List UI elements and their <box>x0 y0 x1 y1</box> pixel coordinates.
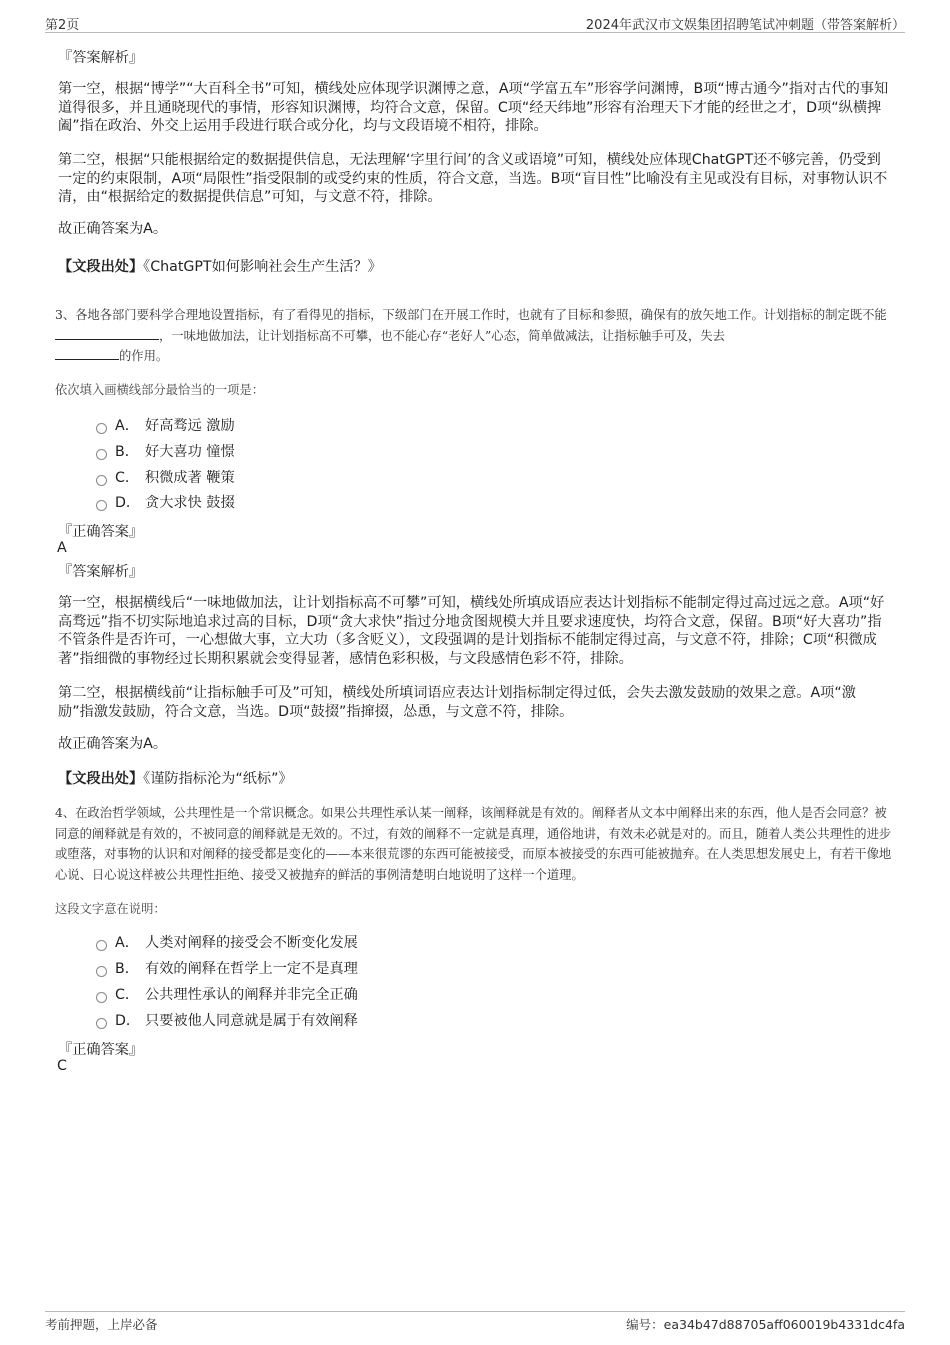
q3-blank-1 <box>55 327 159 340</box>
option-text: 公共理性承认的阐释并非完全正确 <box>145 987 358 1003</box>
q3-analysis-p1: 第一空，根据横线后“一味地做加法，让计划指标高不可攀”可知，横线处所填成语应表达计划指标不能制定得过高过远之意。A项“好高骛远”指不切实际地追求过高的目标，D项“贪大求快”指过分地贪图规模大并且要求速度快，均符合文意，保留。B项“好大喜功”指不管条件是否许可，一心想做大事，立大功（多含贬义），文段强调的是计划指标不能制定得过高，与文意不符，排除；C项“积微成著”指细微的事物经过长期积累就会变得显著，感情色彩积极，与文段感情色彩不符，排除。 <box>58 595 885 667</box>
q4-option-a[interactable] <box>96 932 358 952</box>
q3-answer-label: 『正确答案』 <box>58 524 144 540</box>
q2-analysis-label: 『答案解析』 <box>58 50 144 66</box>
radio-icon[interactable] <box>96 966 107 977</box>
q4-prompt: 这段文字意在说明： <box>55 902 166 916</box>
q4-option-b[interactable] <box>96 958 358 978</box>
q3-stem-part-b: ，一味地做加法，让计划指标高不可攀，也不能心存“老好人”心态，简单做减法，让指标触手可及，失去 <box>159 328 725 343</box>
option-text: 人类对阐释的接受会不断变化发展 <box>145 935 358 951</box>
q3-option-d[interactable] <box>96 492 235 512</box>
q3-stem-part-c: 的作用。 <box>119 349 169 363</box>
document-id: 编号：ea34b47d88705aff060019b4331dc4fa <box>626 1317 905 1332</box>
q3-answer: A <box>57 540 67 556</box>
document-title: 2024年武汉市文娱集团招聘笔试冲刺题（带答案解析） <box>585 18 905 33</box>
q3-source-title: 《谨防指标沦为“纸标”》 <box>143 771 293 787</box>
radio-icon[interactable] <box>96 423 107 434</box>
q3-option-b[interactable] <box>96 441 235 461</box>
q3-option-c[interactable] <box>96 467 235 487</box>
q2-source <box>58 256 382 276</box>
q3-analysis-p2: 第二空，根据横线前“让指标触手可及”可知，横线处所填词语应表达计划指标制定得过低，会失去激发鼓励的效果之意。A项“激励”指激发鼓励，符合文意，当选。D项“鼓掇”指撺掇，怂恿，与文意不符，排除。 <box>58 685 856 720</box>
option-letter: D． <box>115 1013 141 1029</box>
page-footer <box>45 1311 905 1332</box>
option-text: 好高骛远 激励 <box>145 418 235 434</box>
q3-source-label: 【文段出处】 <box>58 771 144 787</box>
option-text: 有效的阐释在哲学上一定不是真理 <box>145 961 358 977</box>
q4-answer-label: 『正确答案』 <box>58 1042 144 1058</box>
option-letter: A． <box>115 935 139 951</box>
q2-conclusion: 故正确答案为A。 <box>58 221 168 237</box>
q4-option-c[interactable] <box>96 984 358 1004</box>
radio-icon[interactable] <box>96 500 107 511</box>
option-letter: C． <box>115 987 140 1003</box>
option-letter: D． <box>115 495 141 511</box>
option-text: 贪大求快 鼓掇 <box>145 495 235 511</box>
radio-icon[interactable] <box>96 475 107 486</box>
q2-analysis-p1: 第一空，根据“博学”“大百科全书”可知，横线处应体现学识渊博之意，A项“学富五车”形容学问渊博，B项“博古通今”指对古代的事知道得很多，并且通晓现代的事情，形容知识渊博，均符合文意，保留。C项“经天纬地”形容有治理天下才能的经世之才，D项“纵横捭阖”指在政治、外交上运用手段进行联合或分化，均与文段语境不相符，排除。 <box>58 81 889 135</box>
q4-answer: C <box>57 1058 67 1074</box>
option-letter: C． <box>115 470 140 486</box>
radio-icon[interactable] <box>96 1018 107 1029</box>
page-header <box>45 14 905 33</box>
option-letter: B． <box>115 961 139 977</box>
radio-icon[interactable] <box>96 449 107 460</box>
q4-stem: 4、在政治哲学领域，公共理性是一个常识概念。如果公共理性承认某一阐释，该阐释就是有效的。阐释者从文本中阐释出来的东西，他人是否会同意？被同意的阐释就是有效的，不被同意的阐释就是无效的。不过，有效的阐释不一定就是真理，通俗地讲，有效未必就是对的。而且，随着人类公共理性的进步或堕落，对事物的认识和对阐释的接受都是变化的——本来很荒谬的东西可能被接受，而原本被接受的东西可能被抛弃。在人类思想发展史上，有若干像地心说、日心说这样被公共理性拒绝、接受又被抛弃的鲜活的事例清楚明白地说明了这样一个道理。 <box>55 806 892 882</box>
q3-stem <box>55 305 895 367</box>
footer-slogan: 考前押题，上岸必备 <box>45 1317 158 1332</box>
radio-icon[interactable] <box>96 940 107 951</box>
q3-blank-2 <box>55 347 119 360</box>
q3-stem-part-a: 3、各地各部门要科学合理地设置指标，有了看得见的指标，下级部门在开展工作时，也就有了目标和参照，确保有的放矢地工作。计划指标的制定既不能 <box>55 308 887 322</box>
q3-prompt: 依次填入画横线部分最恰当的一项是： <box>55 383 265 397</box>
option-letter: B． <box>115 444 139 460</box>
option-letter: A． <box>115 418 139 434</box>
q3-conclusion: 故正确答案为A。 <box>58 736 168 752</box>
page-number: 第2页 <box>45 18 80 33</box>
q4-option-d[interactable] <box>96 1010 358 1030</box>
option-text: 好大喜功 憧憬 <box>145 444 235 460</box>
radio-icon[interactable] <box>96 992 107 1003</box>
option-text: 只要被他人同意就是属于有效阐释 <box>145 1013 358 1029</box>
option-text: 积微成著 鞭策 <box>145 470 235 486</box>
q3-analysis-label: 『答案解析』 <box>58 564 144 580</box>
q3-source <box>58 768 293 788</box>
q3-option-a[interactable] <box>96 415 235 435</box>
q2-analysis-p2: 第二空，根据“只能根据给定的数据提供信息，无法理解‘字里行间’的含义或语境”可知，横线处应体现ChatGPT还不够完善，仍受到一定的约束限制，A项“局限性”指受限制的或受约束的性质，符合文意，当选。B项“盲目性”比喻没有主见或没有目标，对事物认识不清，由“根据给定的数据提供信息”可知，与文意不符，排除。 <box>58 152 888 206</box>
q2-source-label: 【文段出处】 <box>58 259 144 275</box>
q2-source-title: 《ChatGPT如何影响社会生产生活？》 <box>143 259 382 275</box>
